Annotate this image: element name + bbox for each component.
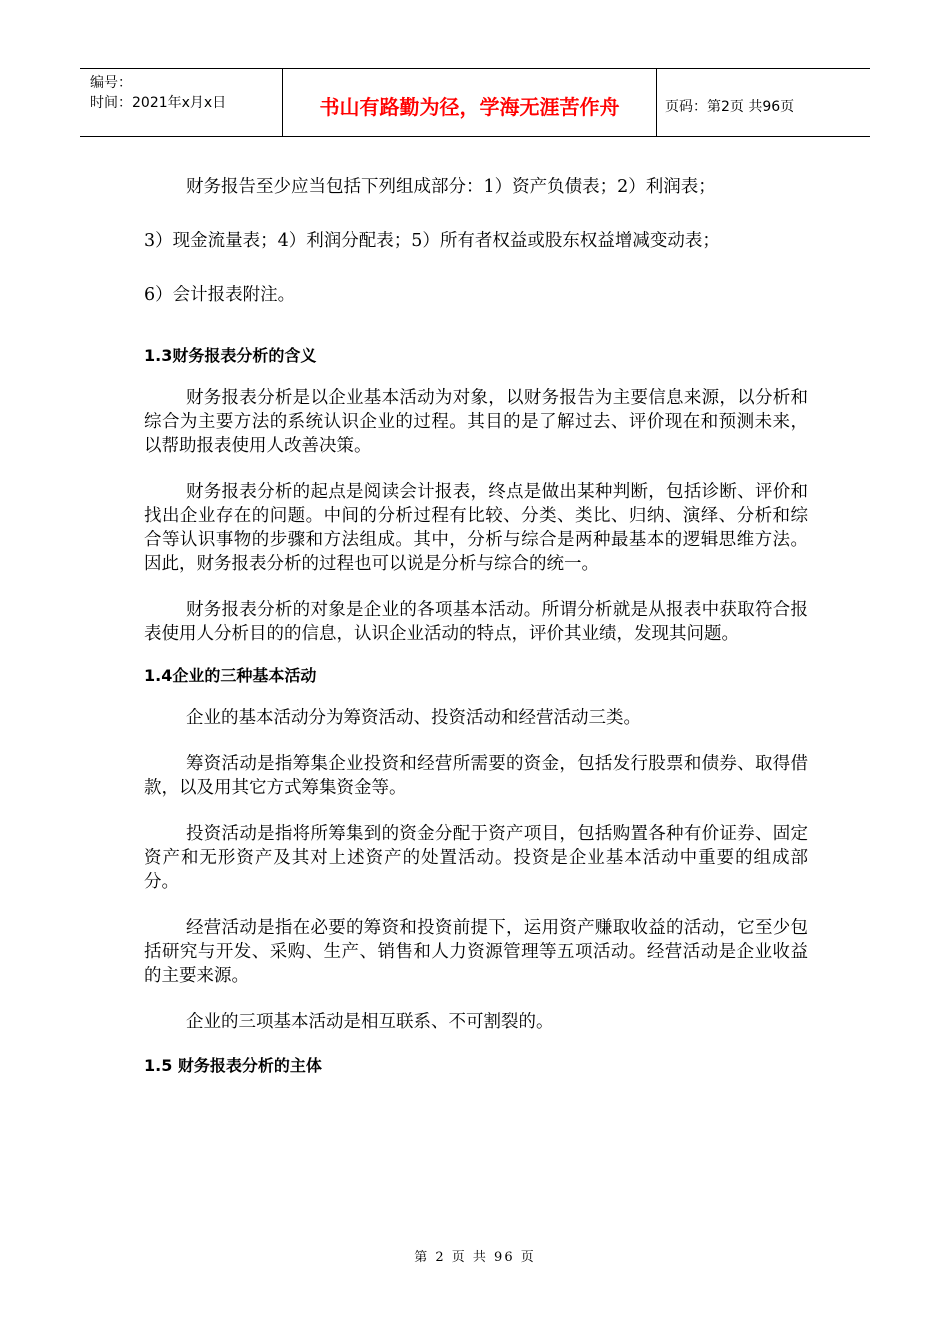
section-heading: 1.4企业的三种基本活动 [144, 666, 317, 685]
page-footer: 第 2 页 共 96 页 [414, 1250, 536, 1265]
paragraph: 企业的三项基本活动是相互联系、不可割裂的。 [186, 1012, 554, 1032]
page-header [80, 68, 870, 137]
paragraph: 投资活动是指将所筹集到的资金分配于资产项目，包括购置各种有价证券、固定资产和无形资产及其对上述资产的处置活动。投资是企业基本活动中重要的组成部分。 [144, 824, 808, 892]
header-meta [80, 69, 283, 136]
header-page-info: 页码：第2页 共96页 [665, 98, 795, 115]
paragraph: 企业的基本活动分为筹资活动、投资活动和经营活动三类。 [186, 708, 641, 728]
intro-line: 6）会计报表附注。 [144, 285, 296, 305]
paragraph: 财务报表分析的起点是阅读会计报表，终点是做出某种判断，包括诊断、评价和找出企业存在的问题。中间的分析过程有比较、分类、类比、归纳、演绎、分析和综合等认识事物的步骤和方法组成。其中，分析与综合是两种最基本的逻辑思维方法。因此，财务报表分析的过程也可以说是分析与综合的统一。 [144, 482, 808, 574]
paragraph: 经营活动是指在必要的筹资和投资前提下，运用资产赚取收益的活动，它至少包括研究与开发、采购、生产、销售和人力资源管理等五项活动。经营活动是企业收益的主要来源。 [144, 918, 808, 986]
paragraph: 财务报表分析是以企业基本活动为对象，以财务报告为主要信息来源，以分析和综合为主要方法的系统认识企业的过程。其目的是了解过去、评价现在和预测未来，以帮助报表使用人改善决策。 [144, 388, 808, 456]
paragraph: 筹资活动是指筹集企业投资和经营所需要的资金，包括发行股票和债券、取得借款，以及用其它方式筹集资金等。 [144, 754, 808, 798]
header-motto: 书山有路勤为径，学海无涯苦作舟 [283, 69, 657, 136]
section-heading: 1.3财务报表分析的含义 [144, 346, 317, 365]
paragraph: 财务报表分析的对象是企业的各项基本活动。所谓分析就是从报表中获取符合报表使用人分析目的的信息，认识企业活动的特点，评价其业绩，发现其问题。 [144, 600, 808, 644]
intro-line: 财务报告至少应当包括下列组成部分：1）资产负债表；2）利润表； [186, 177, 716, 197]
document-body [144, 160, 808, 1078]
section-heading: 1.5 财务报表分析的主体 [144, 1056, 322, 1075]
intro-line: 3）现金流量表；4）利润分配表；5）所有者权益或股东权益增减变动表； [144, 231, 720, 251]
document-code: 编号： [90, 75, 132, 91]
document-time: 时间：2021年x月x日 [90, 95, 227, 111]
